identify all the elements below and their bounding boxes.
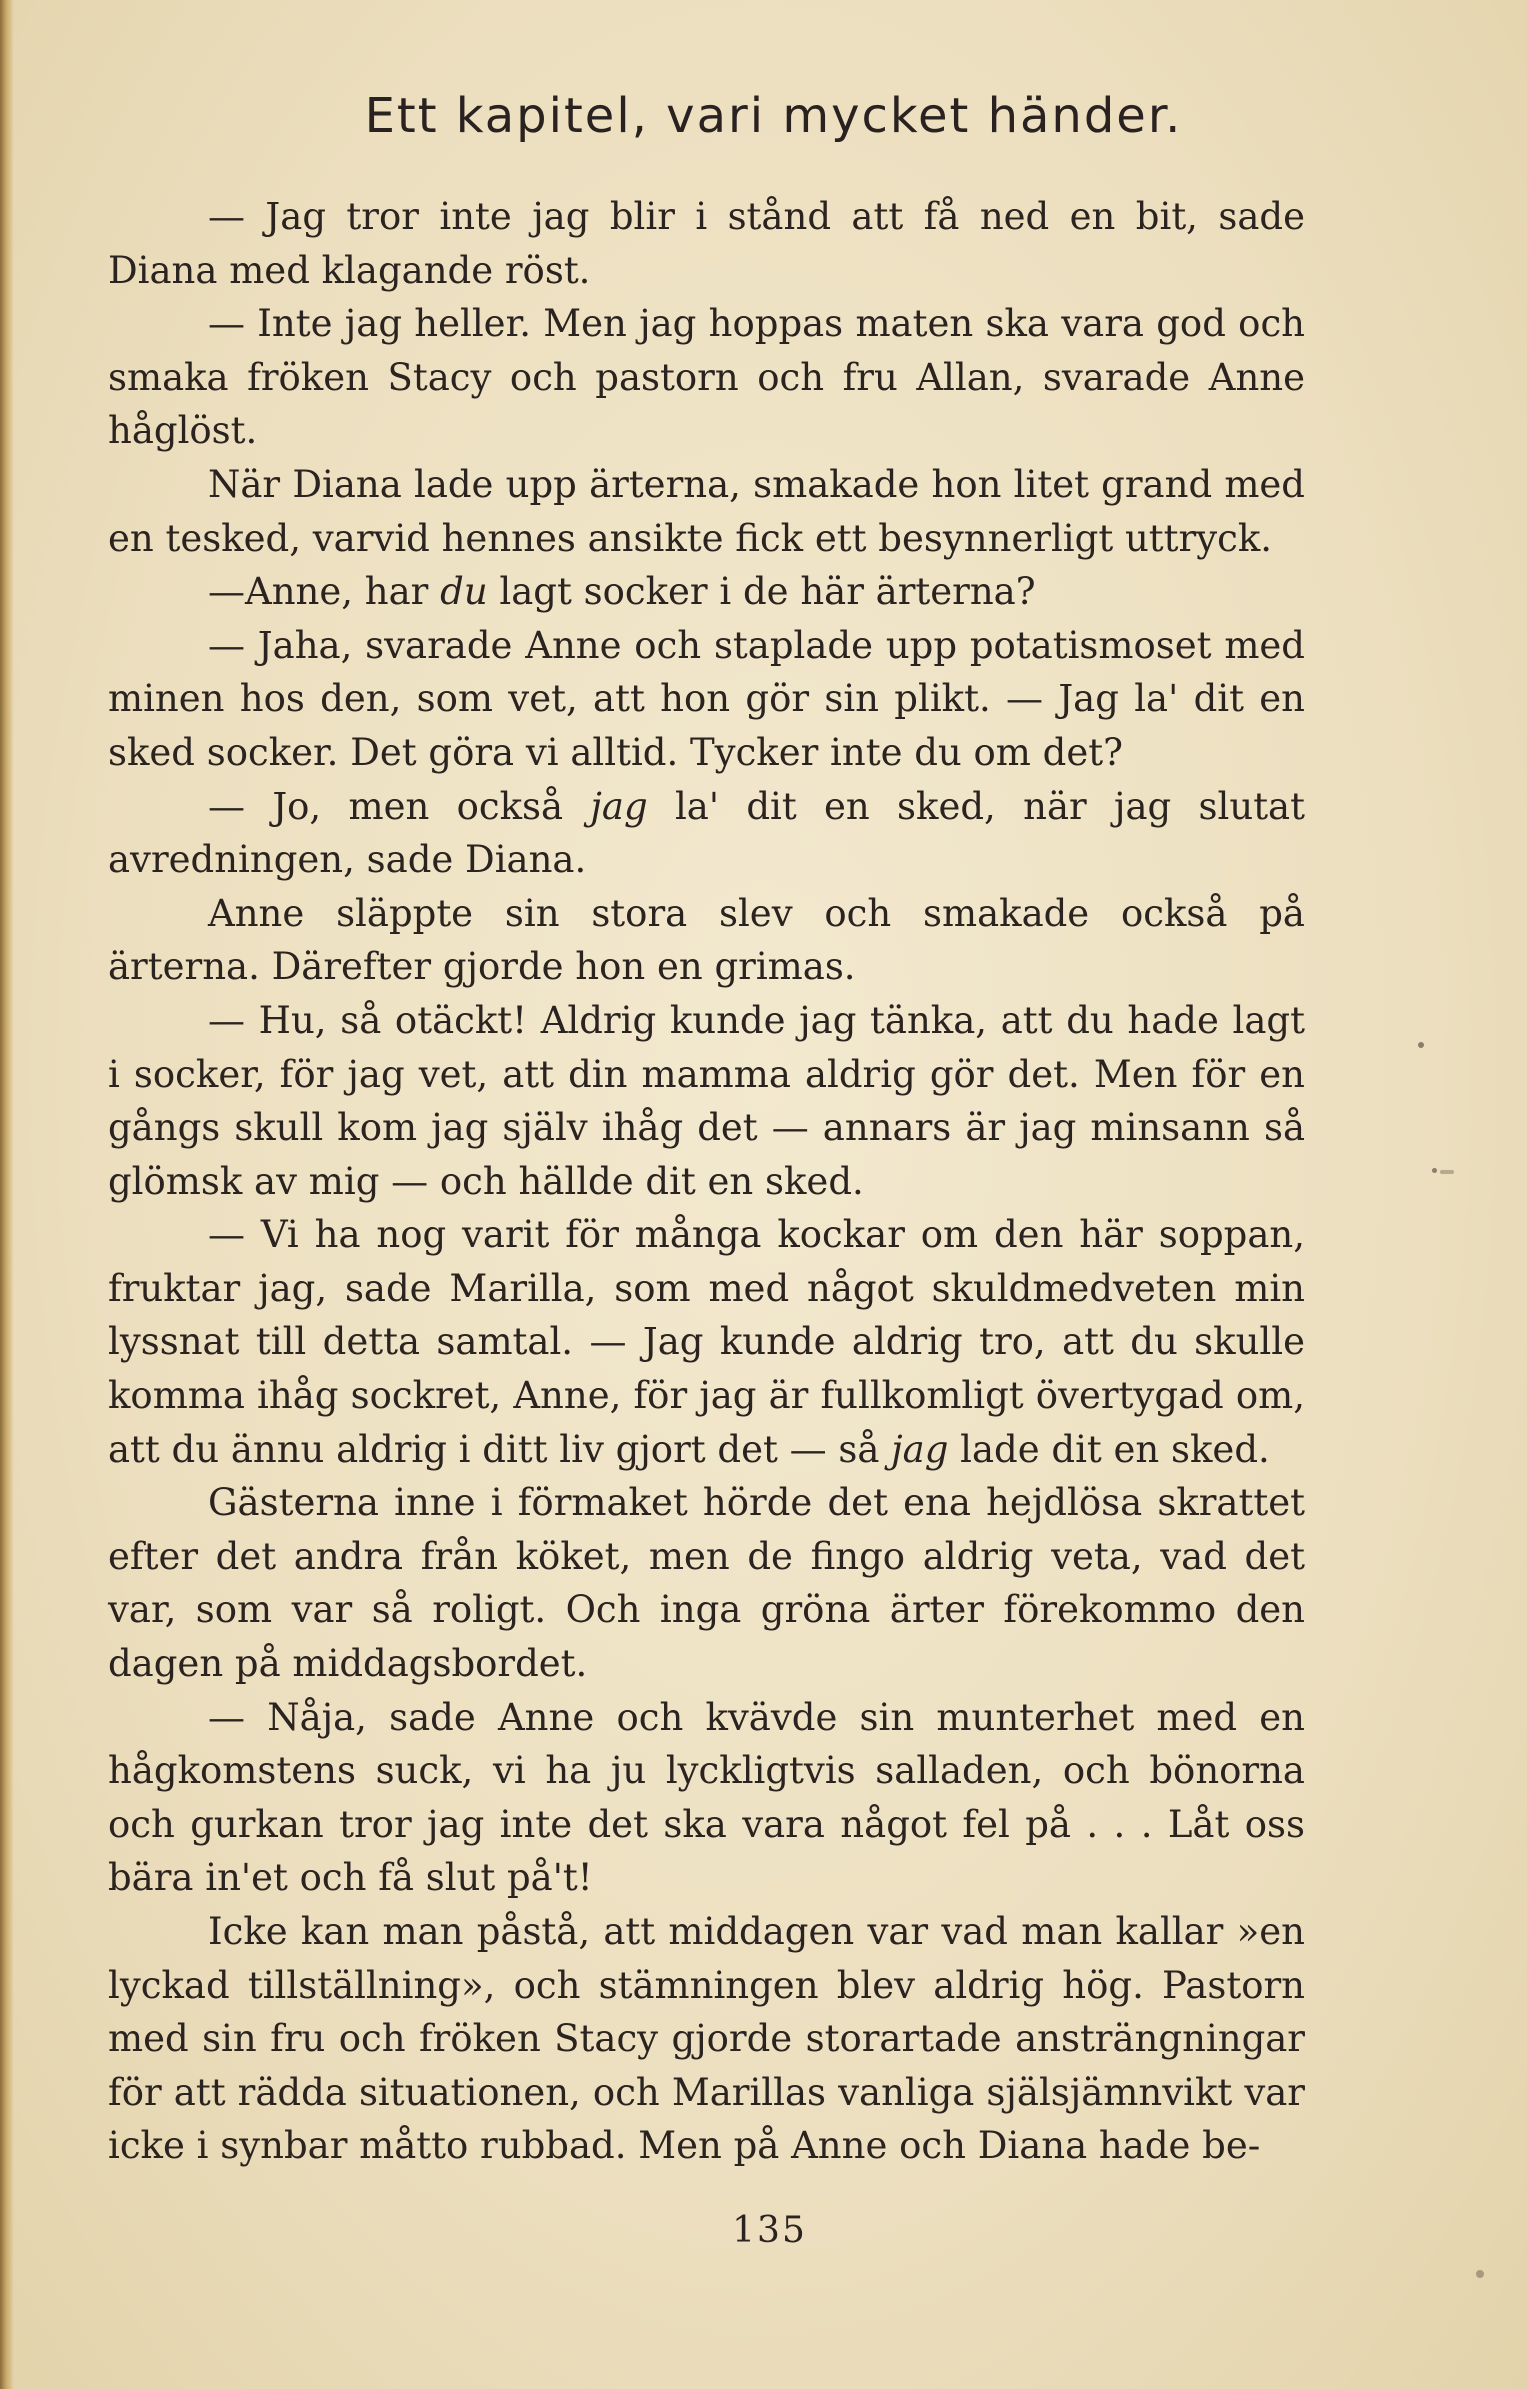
paragraph: Icke kan man påstå, att middagen var vad man kallar »en lyckad tillställning», och stämningen blev aldrig hög. Pastorn med sin fru och fröken Stacy gjorde storartade ansträngningar för att rädda situationen, och Marillas vanliga själsjämnvikt var icke i synbar måtto rubbad. Men på Anne och Diana hade be- [108, 1910, 1305, 2168]
body-text [108, 190, 1305, 2173]
paper-speck [1418, 1042, 1424, 1048]
paragraph: — Nåja, sade Anne och kvävde sin munterhet med en hågkomstens suck, vi ha ju lyckligtvis salladen, och bönorna och gurkan tror jag inte det ska vara något fel på . . . Låt oss bära in'et och få slut på't! [108, 1695, 1305, 1900]
paper-speck [1432, 1168, 1437, 1173]
paper-speck [1476, 2270, 1484, 2278]
paragraph: Anne släppte sin stora slev och smakade också på ärterna. Därefter gjorde hon en grimas. [108, 891, 1305, 989]
page-edge-shadow [0, 0, 14, 2389]
paragraph: — Jo, men också jag la' dit en sked, när jag slutat avredningen, sade Diana. [108, 784, 1305, 882]
paragraph: — Vi ha nog varit för många kockar om den här soppan, fruktar jag, sade Marilla, som med något skuldmedveten min lyssnat till detta samtal. — Jag kunde aldrig tro, att du skulle komma ihåg sockret, Anne, för jag är fullkomligt övertygad om, att du ännu aldrig i ditt liv gjort det — så jag lade dit en sked. [108, 1213, 1305, 1471]
paragraph: — Jag tror inte jag blir i stånd att få ned en bit, sade Diana med klagande röst. [108, 195, 1305, 292]
chapter-title: Ett kapitel, vari mycket händer. [364, 88, 1183, 144]
paragraph: — Jaha, svarade Anne och staplade upp potatismoset med minen hos den, som vet, att hon gör sin plikt. — Jag la' dit en sked socker. Det göra vi alltid. Tycker inte du om det? [108, 623, 1305, 774]
paper-speck [1440, 1170, 1454, 1174]
paragraph: När Diana lade upp ärterna, smakade hon litet grand med en tesked, varvid hennes ansikte fick ett besynnerligt uttryck. [108, 462, 1305, 560]
paragraph: — Inte jag heller. Men jag hoppas maten ska vara god och smaka fröken Stacy och pastorn och fru Allan, svarade Anne håglöst. [108, 302, 1305, 453]
page-number: 135 [732, 2210, 807, 2251]
paragraph: — Hu, så otäckt! Aldrig kunde jag tänka, att du hade lagt i socker, för jag vet, att din mamma aldrig gör det. Men för en gångs skull kom jag själv ihåg det — annars är jag minsann så glömsk av mig — och hällde dit en sked. [108, 998, 1305, 1203]
paragraph: Gästerna inne i förmaket hörde det ena hejdlösa skrattet efter det andra från köket, men de fingo aldrig veta, vad det var, som var så roligt. Och inga gröna ärter förekommo den dagen på middagsbordet. [108, 1481, 1305, 1686]
paragraph: —Anne, har du lagt socker i de här ärterna? [208, 570, 1036, 614]
